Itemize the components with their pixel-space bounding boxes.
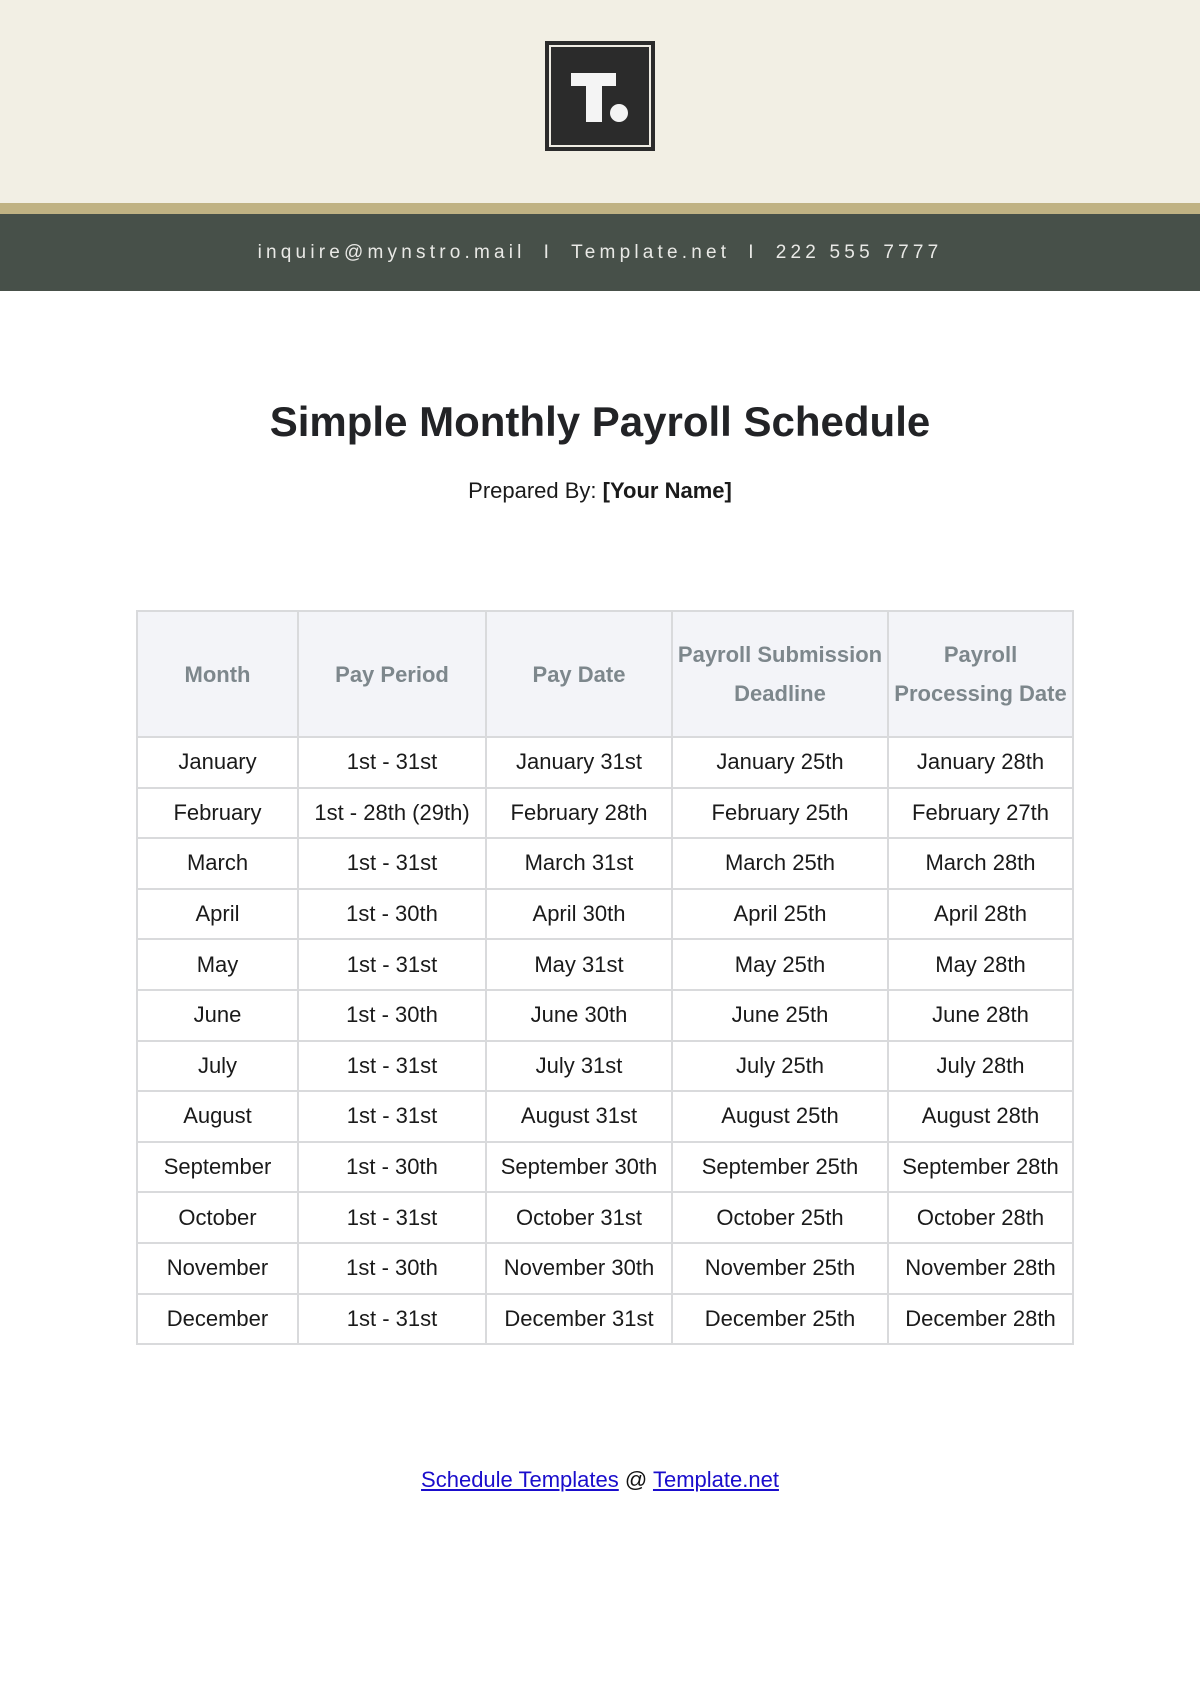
table-cell: July 31st: [486, 1041, 672, 1092]
table-cell: March 28th: [888, 838, 1073, 889]
table-cell: August 31st: [486, 1091, 672, 1142]
logo-t-stem: [586, 73, 602, 122]
table-row: [137, 788, 1073, 839]
table-cell: November 28th: [888, 1243, 1073, 1294]
table-body: [137, 737, 1073, 1344]
table-cell: February: [137, 788, 298, 839]
contact-website: Template.net: [571, 241, 731, 263]
table-cell: 1st - 31st: [298, 737, 486, 788]
column-header: Payroll Processing Date: [888, 611, 1073, 737]
table-cell: September: [137, 1142, 298, 1193]
table-cell: December 31st: [486, 1294, 672, 1345]
table-cell: April 28th: [888, 889, 1073, 940]
table-cell: February 28th: [486, 788, 672, 839]
table-cell: 1st - 30th: [298, 889, 486, 940]
template-t-logo-icon: [545, 41, 655, 151]
table-row: [137, 889, 1073, 940]
table-cell: 1st - 31st: [298, 838, 486, 889]
table-cell: September 30th: [486, 1142, 672, 1193]
table-cell: 1st - 31st: [298, 1294, 486, 1345]
table-cell: June 28th: [888, 990, 1073, 1041]
table-cell: December: [137, 1294, 298, 1345]
logo-dot: [610, 104, 628, 122]
table-cell: March: [137, 838, 298, 889]
table-cell: July: [137, 1041, 298, 1092]
table-row: [137, 1142, 1073, 1193]
page-title: Simple Monthly Payroll Schedule: [269, 398, 931, 445]
table-cell: January 28th: [888, 737, 1073, 788]
table-cell: August 28th: [888, 1091, 1073, 1142]
table-row: [137, 737, 1073, 788]
table-cell: November 25th: [672, 1243, 888, 1294]
table-header-row: [137, 611, 1073, 737]
column-header: Payroll Submission Deadline: [672, 611, 888, 737]
table-cell: June 30th: [486, 990, 672, 1041]
table-cell: 1st - 30th: [298, 1142, 486, 1193]
footer: [0, 1467, 1200, 1493]
contact-separator: I: [748, 241, 758, 263]
contact-bar: [0, 214, 1200, 291]
table-cell: June 25th: [672, 990, 888, 1041]
table-cell: April: [137, 889, 298, 940]
table-cell: 1st - 28th (29th): [298, 788, 486, 839]
table-cell: 1st - 31st: [298, 1091, 486, 1142]
table-cell: October 25th: [672, 1192, 888, 1243]
table-cell: March 31st: [486, 838, 672, 889]
prepared-by-value: [Your Name]: [602, 478, 732, 503]
template-net-link[interactable]: Template.net: [652, 1467, 779, 1492]
table-cell: January: [137, 737, 298, 788]
contact-email: inquire@mynstro.mail: [257, 241, 526, 263]
gold-divider: [0, 203, 1200, 214]
table-row: [137, 990, 1073, 1041]
table-cell: May 25th: [672, 939, 888, 990]
footer-at: @: [624, 1467, 648, 1492]
table-cell: December 25th: [672, 1294, 888, 1345]
table-cell: September 25th: [672, 1142, 888, 1193]
table-row: [137, 939, 1073, 990]
table-cell: February 27th: [888, 788, 1073, 839]
table-cell: October 31st: [486, 1192, 672, 1243]
table-cell: March 25th: [672, 838, 888, 889]
payroll-schedule-table: [136, 610, 1074, 1345]
table-row: [137, 1091, 1073, 1142]
table-cell: January 25th: [672, 737, 888, 788]
table-cell: May: [137, 939, 298, 990]
column-header: Pay Period: [298, 611, 486, 737]
table-cell: August: [137, 1091, 298, 1142]
table-cell: October 28th: [888, 1192, 1073, 1243]
table-cell: October: [137, 1192, 298, 1243]
table-row: [137, 1243, 1073, 1294]
contact-separator: I: [543, 241, 554, 263]
table-cell: April 25th: [672, 889, 888, 940]
column-header: Month: [137, 611, 298, 737]
table-row: [137, 1041, 1073, 1092]
column-header: Pay Date: [486, 611, 672, 737]
table-cell: 1st - 31st: [298, 939, 486, 990]
table-cell: 1st - 30th: [298, 1243, 486, 1294]
table-cell: August 25th: [672, 1091, 888, 1142]
table-cell: 1st - 31st: [298, 1192, 486, 1243]
table-cell: September 28th: [888, 1142, 1073, 1193]
table-cell: 1st - 31st: [298, 1041, 486, 1092]
table-cell: July 25th: [672, 1041, 888, 1092]
schedule-templates-link[interactable]: Schedule Templates: [421, 1467, 619, 1492]
contact-phone: 222 555 7777: [775, 241, 943, 263]
table-row: [137, 1294, 1073, 1345]
table-cell: 1st - 30th: [298, 990, 486, 1041]
table-cell: February 25th: [672, 788, 888, 839]
table-cell: January 31st: [486, 737, 672, 788]
table-row: [137, 1192, 1073, 1243]
prepared-by-label: Prepared By:: [468, 478, 597, 503]
table-cell: May 28th: [888, 939, 1073, 990]
table-cell: December 28th: [888, 1294, 1073, 1345]
table-cell: April 30th: [486, 889, 672, 940]
table-row: [137, 838, 1073, 889]
prepared-by: [0, 478, 1200, 504]
table-cell: May 31st: [486, 939, 672, 990]
table-cell: June: [137, 990, 298, 1041]
table-cell: November 30th: [486, 1243, 672, 1294]
table-cell: July 28th: [888, 1041, 1073, 1092]
table-cell: November: [137, 1243, 298, 1294]
header-band: [0, 0, 1200, 203]
